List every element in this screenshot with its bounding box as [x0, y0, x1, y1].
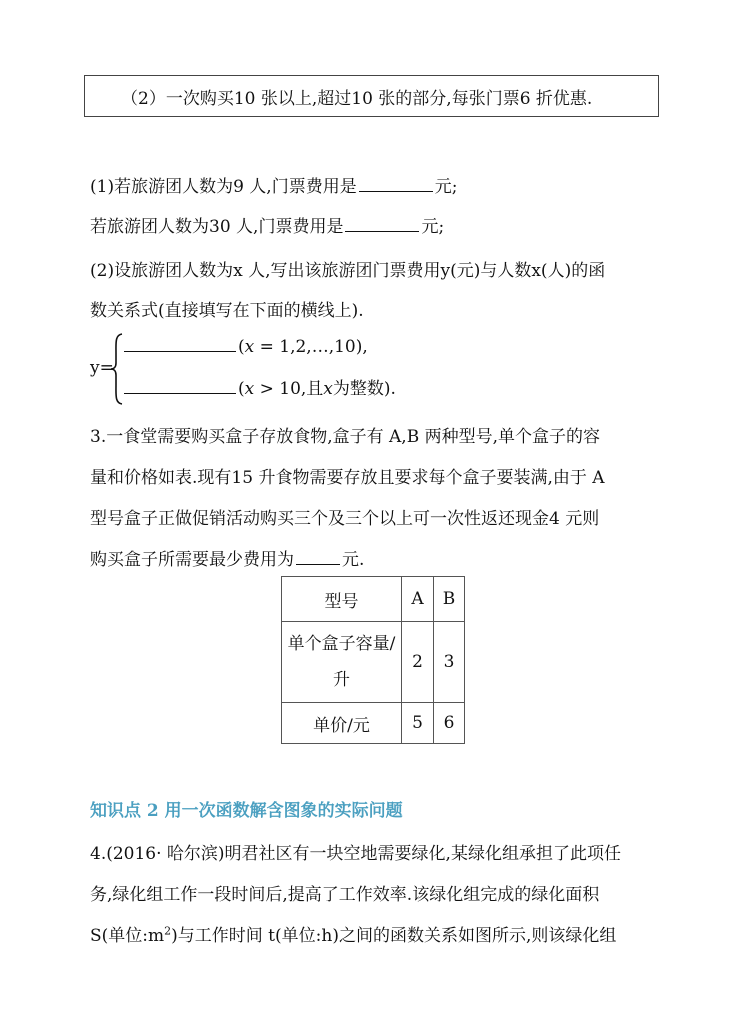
question-1-text-a: (1)若旅游团人数为9 人,门票费用是 — [90, 177, 357, 197]
piecewise-case-1 — [122, 337, 368, 357]
answer-blank-4[interactable] — [124, 392, 236, 394]
row-label-price: 单价/元 — [282, 703, 402, 744]
question-4-unit-pre: S(单位:m — [90, 926, 165, 946]
box-spec-table — [281, 576, 465, 744]
question-4-line-3 — [90, 921, 616, 946]
question-1-text-b: 若旅游团人数为30 人,门票费用是 — [90, 217, 344, 237]
answer-blank-5[interactable] — [296, 563, 340, 565]
question-4-line-2: 务,绿化组工作一段时间后,提高了工作效率.该绿化组完成的绿化面积 — [90, 885, 600, 905]
table-row — [282, 622, 465, 703]
question-1-unit-a: 元; — [434, 177, 458, 197]
superscript-2: 2 — [164, 924, 172, 938]
discount-rule-text: （2）一次购买10 张以上,超过10 张的部分,每张门票6 折优惠. — [121, 88, 593, 109]
question-1-unit-b: 元; — [421, 217, 445, 237]
question-1-line-1 — [90, 172, 457, 197]
cell-price-a: 5 — [402, 703, 434, 744]
question-3-line-3: 型号盒子正做促销活动购买三个及三个以上可一次性返还现金4 元则 — [90, 509, 600, 529]
question-4-line-1: 4.(2016· 哈尔滨)明君社区有一块空地需要绿化,某绿化组承担了此项任 — [90, 844, 621, 864]
section-title: 知识点 2 用一次函数解含图象的实际问题 — [90, 801, 403, 821]
header-cell-type: 型号 — [282, 577, 402, 622]
question-2-line-1: (2)设旅游团人数为x 人,写出该旅游团门票费用y(元)与人数x(人)的函 — [90, 261, 606, 281]
answer-blank-1[interactable] — [359, 190, 433, 192]
question-3-unit: 元. — [342, 550, 365, 570]
answer-blank-2[interactable] — [345, 230, 419, 232]
table-row — [282, 703, 465, 744]
question-4-text: )与工作时间 t(单位:h)之间的函数关系如图所示,则该绿化组 — [171, 926, 617, 946]
row-label-capacity — [282, 622, 402, 703]
question-1-line-2 — [90, 212, 444, 237]
question-3-line-2: 量和价格如表.现有15 升食物需要存放且要求每个盒子要装满,由于 A — [90, 468, 605, 488]
case-1-condition: (𝑥 = 1,2,…,10), — [238, 337, 368, 357]
cell-capacity-b: 3 — [434, 622, 465, 703]
header-cell-a: A — [402, 577, 434, 622]
capacity-label-line-2: 升 — [333, 670, 350, 690]
capacity-label-line-1: 单个盒子容量/ — [287, 634, 396, 654]
case-2-condition: (𝑥 > 10,且𝑥为整数). — [238, 379, 396, 399]
cell-capacity-a: 2 — [402, 622, 434, 703]
question-3-line-1: 3.一食堂需要购买盒子存放食物,盒子有 A,B 两种型号,单个盒子的容 — [90, 427, 601, 447]
table-header-row — [282, 577, 465, 622]
question-3-line-4 — [90, 545, 364, 570]
header-cell-b: B — [434, 577, 465, 622]
piecewise-case-2 — [122, 374, 396, 399]
discount-rule-box — [84, 75, 659, 117]
answer-blank-3[interactable] — [124, 350, 236, 352]
piecewise-lhs: y= — [90, 358, 114, 378]
question-3-text: 购买盒子所需要最少费用为 — [90, 550, 294, 570]
cell-price-b: 6 — [434, 703, 465, 744]
question-2-line-2: 数关系式(直接填写在下面的横线上). — [90, 301, 364, 321]
